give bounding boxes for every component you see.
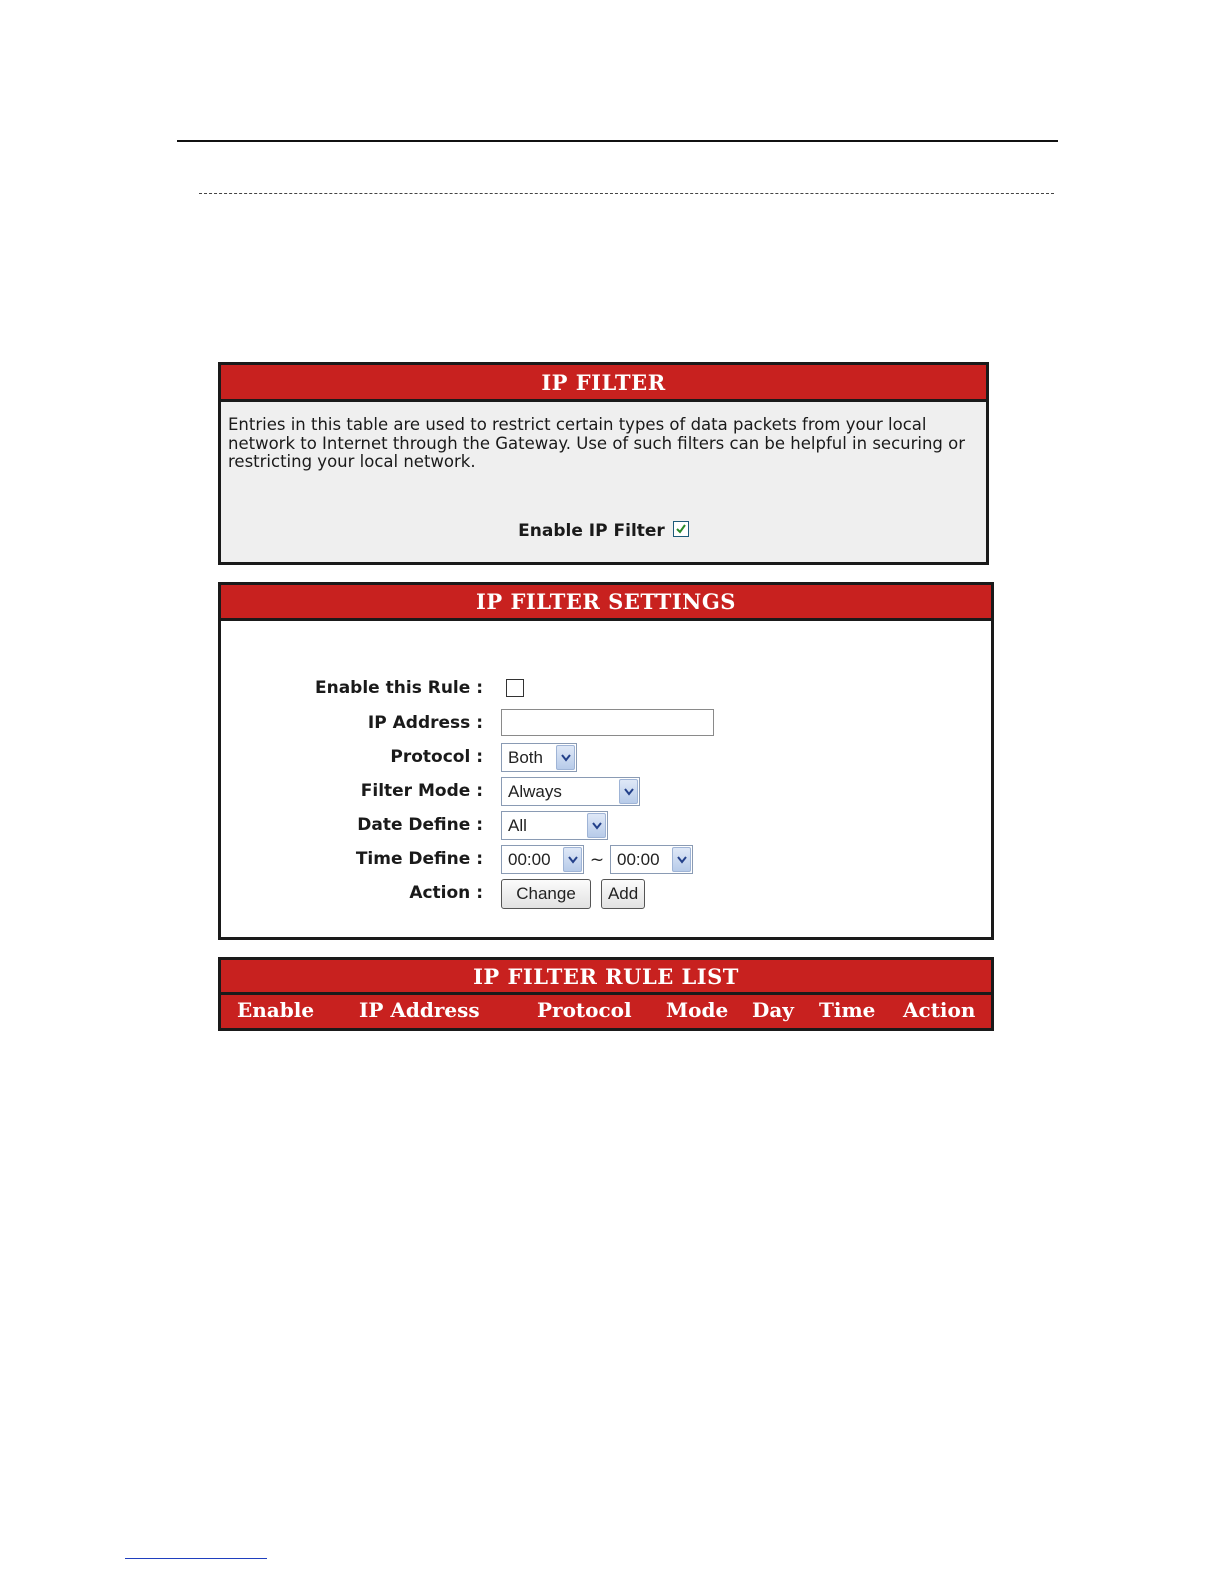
ip-filter-title: IP FILTER xyxy=(221,365,986,402)
time-start-selected-value: 00:00 xyxy=(508,850,551,869)
filter-mode-row xyxy=(221,777,991,807)
ip-filter-settings-panel xyxy=(218,582,994,940)
protocol-label: Protocol : xyxy=(390,747,483,767)
filter-mode-selected-value: Always xyxy=(508,782,562,801)
column-header-time: Time xyxy=(819,998,876,1022)
chevron-down-icon[interactable] xyxy=(672,847,691,872)
enable-rule-label: Enable this Rule : xyxy=(315,678,483,698)
enable-ip-filter-checkbox[interactable] xyxy=(673,521,689,537)
ip-address-row xyxy=(221,709,991,739)
ip-filter-description: Entries in this table are used to restrict certain types of data packets from your local network to Internet through the Gateway. Use of such filters can be helpful in securing or restricting your local network. xyxy=(228,415,966,471)
footnote-rule xyxy=(125,1558,267,1559)
time-end-selected-value: 00:00 xyxy=(617,850,660,869)
date-define-selected-value: All xyxy=(508,816,527,835)
time-define-label: Time Define : xyxy=(355,849,483,869)
chevron-down-icon[interactable] xyxy=(563,847,582,872)
date-define-label: Date Define : xyxy=(357,815,483,835)
time-end-select[interactable] xyxy=(610,845,693,874)
ip-filter-rule-list-panel xyxy=(218,957,994,1031)
chevron-down-icon[interactable] xyxy=(587,813,606,838)
chevron-down-icon[interactable] xyxy=(619,779,638,804)
filter-mode-label: Filter Mode : xyxy=(360,781,483,801)
column-header-day: Day xyxy=(752,998,794,1022)
ip-filter-rule-list-title: IP FILTER RULE LIST xyxy=(221,960,991,995)
protocol-row xyxy=(221,743,991,773)
chevron-down-icon[interactable] xyxy=(556,745,575,770)
ip-address-label: IP Address : xyxy=(367,713,483,733)
date-define-row xyxy=(221,811,991,841)
ip-filter-panel xyxy=(218,362,989,565)
column-header-enable: Enable xyxy=(237,998,315,1022)
time-define-row xyxy=(221,845,991,875)
enable-ip-filter-label: Enable IP Filter xyxy=(518,521,665,541)
column-header-action: Action xyxy=(903,998,976,1022)
enable-rule-checkbox[interactable] xyxy=(506,679,524,697)
column-header-mode: Mode xyxy=(666,998,729,1022)
page-top-rule xyxy=(177,140,1058,142)
action-label: Action : xyxy=(409,883,483,903)
add-button[interactable]: Add xyxy=(601,879,645,909)
change-button[interactable]: Change xyxy=(501,879,591,909)
ip-filter-settings-title: IP FILTER SETTINGS xyxy=(221,585,991,621)
enable-ip-filter-row xyxy=(221,521,986,541)
protocol-select[interactable] xyxy=(501,743,577,772)
time-separator: ~ xyxy=(589,850,605,870)
checkmark-icon xyxy=(675,523,687,535)
filter-mode-select[interactable] xyxy=(501,777,640,806)
protocol-selected-value: Both xyxy=(508,748,543,767)
column-header-protocol: Protocol xyxy=(537,998,632,1022)
column-header-ip-address: IP Address xyxy=(359,998,480,1022)
page-dashed-rule xyxy=(199,193,1054,194)
enable-rule-row xyxy=(221,674,991,704)
time-start-select[interactable] xyxy=(501,845,584,874)
date-define-select[interactable] xyxy=(501,811,608,840)
action-row xyxy=(221,879,991,909)
ip-address-input[interactable] xyxy=(501,709,714,736)
